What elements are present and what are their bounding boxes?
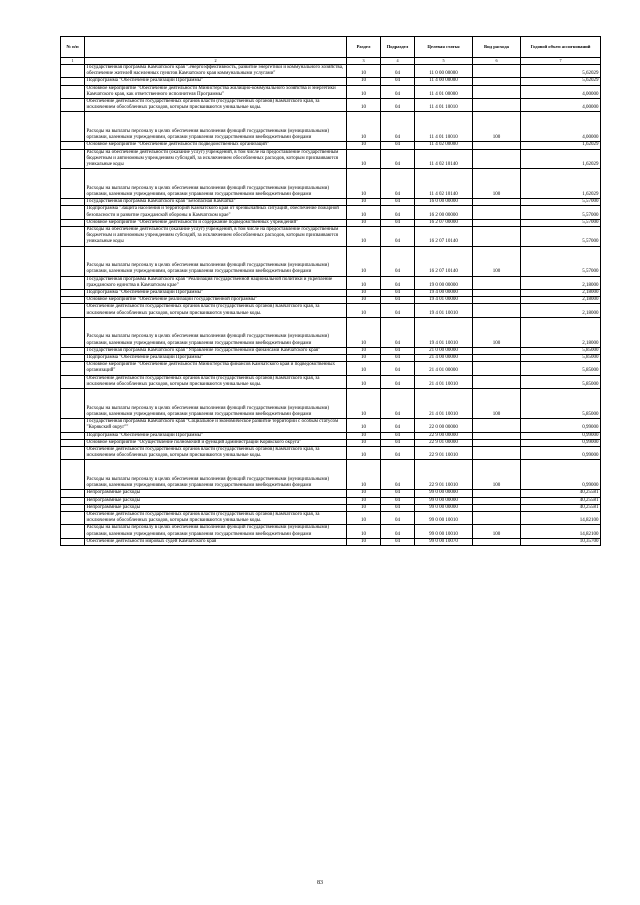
cell-sum: 5,85000 (521, 362, 601, 375)
cell-vr: 100 (473, 389, 521, 419)
header-podrazdel: Подраздел (381, 37, 415, 58)
cell-num (61, 206, 85, 219)
cell-num (61, 85, 85, 98)
table-row (61, 375, 601, 388)
cell-csr: 99 0 00 10010 (415, 525, 473, 538)
cell-num (61, 439, 85, 446)
cell-num (61, 142, 85, 149)
table-row (61, 432, 601, 439)
cell-sum: 2,18000 (521, 304, 601, 317)
cell-num (61, 297, 85, 304)
table-row (61, 112, 601, 142)
cell-num (61, 169, 85, 199)
cell-num (61, 375, 85, 388)
cell-name: Обеспечение деятельности государственных органов власти (государственных органов) Камчатского края, за исключением обособленных расходов, которым присваиваются уникальные коды. (85, 375, 347, 388)
cell-vr (473, 149, 521, 169)
cell-csr: 22 0 00 00000 (415, 419, 473, 432)
cell-razdel: 10 (347, 538, 381, 545)
cell-razdel: 10 (347, 276, 381, 289)
cell-csr: 19 4 01 10010 (415, 304, 473, 317)
cell-num (61, 511, 85, 524)
cell-razdel: 10 (347, 525, 381, 538)
cell-podrazdel: 04 (381, 538, 415, 545)
cell-vr: 100 (473, 246, 521, 276)
cell-num (61, 276, 85, 289)
cell-razdel: 10 (347, 460, 381, 490)
col-number: 4 (381, 58, 415, 65)
cell-csr: 99 0 00 10010 (415, 511, 473, 524)
table-row (61, 419, 601, 432)
cell-num (61, 246, 85, 276)
cell-podrazdel: 04 (381, 317, 415, 347)
cell-podrazdel: 04 (381, 65, 415, 78)
cell-num (61, 490, 85, 497)
cell-name: Расходы на выплаты персоналу в целях обеспечения выполнения функций государственными (муниципальными) органами, казенными учреждениями, органами управления государственными внебюджетными фондами (85, 169, 347, 199)
cell-num (61, 432, 85, 439)
cell-podrazdel: 04 (381, 227, 415, 247)
cell-vr (473, 419, 521, 432)
header-sum: Годовой объем ассигнований (521, 37, 601, 58)
cell-csr: 21 0 00 00000 (415, 347, 473, 354)
cell-sum: 5,85000 (521, 355, 601, 362)
cell-name: Основное мероприятие "Обеспечение деятельности и содержание подведомственных учреждений" (85, 219, 347, 226)
cell-vr (473, 206, 521, 219)
table-row (61, 504, 601, 511)
cell-name: Непрограммные расходы (85, 490, 347, 497)
cell-vr (473, 199, 521, 206)
cell-csr: 19 0 00 00000 (415, 276, 473, 289)
cell-razdel: 10 (347, 497, 381, 504)
cell-num (61, 199, 85, 206)
table-row (61, 439, 601, 446)
table-row (61, 246, 601, 276)
cell-razdel: 10 (347, 439, 381, 446)
cell-vr (473, 375, 521, 388)
header-num: № п/п (61, 37, 85, 58)
cell-vr (473, 497, 521, 504)
cell-csr: 21 4 00 00000 (415, 355, 473, 362)
table-row (61, 206, 601, 219)
cell-num (61, 446, 85, 459)
cell-podrazdel: 04 (381, 246, 415, 276)
cell-name: Расходы на выплаты персоналу в целях обеспечения выполнения функций государственными (муниципальными) органами, казенными учреждениями, органами управления государственными внебюджетными фондами (85, 389, 347, 419)
cell-name: Основное мероприятие "Обеспечение реализации государственной программы" (85, 297, 347, 304)
cell-name: Расходы на выплаты персоналу в целях обеспечения выполнения функций государственными (муниципальными) органами, казенными учреждениями, органами управления государственными внебюджетными фондами (85, 317, 347, 347)
cell-num (61, 227, 85, 247)
cell-razdel: 10 (347, 219, 381, 226)
cell-csr: 11 4 01 00000 (415, 85, 473, 98)
cell-podrazdel: 04 (381, 389, 415, 419)
cell-name: Обеспечение деятельности государственных органов власти (государственных органов) Камчатского края, за исключением обособленных расходов, которым присваиваются уникальные коды. (85, 304, 347, 317)
cell-podrazdel: 04 (381, 446, 415, 459)
cell-num (61, 149, 85, 169)
budget-table (60, 36, 601, 546)
cell-name: Основное мероприятие "Обеспечение деятельности подведомственных организаций" (85, 142, 347, 149)
cell-sum: 5,85000 (521, 389, 601, 419)
cell-podrazdel: 04 (381, 525, 415, 538)
cell-csr: 16 2 00 00000 (415, 206, 473, 219)
cell-name: Подпрограмма "Защита населения и территорий Камчатского края от чрезвычайных ситуаций, обеспечение пожарной безопасности и развитие гражданской обороны в Камчатском крае" (85, 206, 347, 219)
cell-csr: 19 4 01 00000 (415, 297, 473, 304)
cell-podrazdel: 04 (381, 199, 415, 206)
cell-csr: 11 4 01 10010 (415, 99, 473, 112)
header-vr: Вид расхода (473, 37, 521, 58)
cell-podrazdel: 04 (381, 355, 415, 362)
cell-podrazdel: 04 (381, 347, 415, 354)
cell-csr: 11 4 00 00000 (415, 78, 473, 85)
cell-podrazdel: 04 (381, 304, 415, 317)
cell-podrazdel: 04 (381, 142, 415, 149)
cell-name: Государственная программа Камчатского края "Социальное и экономическое развитие территории с особым статусом "Корякский округ"" (85, 419, 347, 432)
cell-name: Расходы на обеспечение деятельности (оказание услуг) учреждений, в том числе на предоставление государственным бюджетным и автономным учреждениям субсидий, за исключением обособленных расходов, которым присваиваются уникальные коды (85, 227, 347, 247)
cell-csr: 99 0 00 00000 (415, 497, 473, 504)
cell-razdel: 10 (347, 347, 381, 354)
col-number: 3 (347, 58, 381, 65)
cell-num (61, 419, 85, 432)
cell-vr: 100 (473, 525, 521, 538)
cell-num (61, 525, 85, 538)
cell-vr (473, 538, 521, 545)
cell-name: Расходы на обеспечение деятельности (оказание услуг) учреждений, в том числе на предоставление государственным бюджетным и автономным учреждениям субсидий, за исключением обособленных расходов, которым присваиваются уникальные коды (85, 149, 347, 169)
cell-csr: 19 4 00 00000 (415, 290, 473, 297)
cell-name: Расходы на выплаты персоналу в целях обеспечения выполнения функций государственными (муниципальными) органами, казенными учреждениями, органами управления государственными внебюджетными фондами (85, 246, 347, 276)
cell-csr: 11 4 02 10140 (415, 149, 473, 169)
cell-num (61, 504, 85, 511)
cell-num (61, 355, 85, 362)
cell-razdel: 10 (347, 169, 381, 199)
cell-vr (473, 219, 521, 226)
cell-razdel: 10 (347, 389, 381, 419)
cell-sum: 1,62029 (521, 142, 601, 149)
table-row (61, 460, 601, 490)
cell-podrazdel: 04 (381, 460, 415, 490)
table-body (61, 65, 601, 546)
cell-csr: 11 4 02 00000 (415, 142, 473, 149)
cell-name: Подпрограмма "Обеспечение реализации Программы" (85, 290, 347, 297)
cell-sum: 5,62029 (521, 65, 601, 78)
table-row (61, 142, 601, 149)
cell-name: Обеспечение деятельности государственных органов власти (государственных органов) Камчатского края, за исключением обособленных расходов, которым присваиваются уникальные коды. (85, 446, 347, 459)
cell-vr (473, 511, 521, 524)
cell-razdel: 10 (347, 355, 381, 362)
cell-razdel: 10 (347, 199, 381, 206)
cell-csr: 22 9 01 10010 (415, 446, 473, 459)
cell-sum: 5,57000 (521, 219, 601, 226)
table-row (61, 276, 601, 289)
document-page (60, 36, 600, 546)
cell-csr: 99 0 00 10070 (415, 538, 473, 545)
cell-csr: 16 0 00 00000 (415, 199, 473, 206)
cell-sum: 40,25581 (521, 490, 601, 497)
cell-name: Обеспечение деятельности мировых судей Камчатского края (85, 538, 347, 545)
cell-sum: 2,18000 (521, 317, 601, 347)
col-number: 1 (61, 58, 85, 65)
table-row (61, 355, 601, 362)
cell-razdel: 10 (347, 511, 381, 524)
cell-vr (473, 227, 521, 247)
table-row (61, 227, 601, 247)
cell-podrazdel: 04 (381, 290, 415, 297)
cell-num (61, 460, 85, 490)
cell-razdel: 10 (347, 446, 381, 459)
cell-num (61, 538, 85, 545)
cell-sum: 5,57000 (521, 246, 601, 276)
cell-vr (473, 99, 521, 112)
table-row (61, 389, 601, 419)
cell-vr (473, 290, 521, 297)
table-row (61, 304, 601, 317)
cell-vr (473, 355, 521, 362)
cell-name: Государственная программа Камчатского края "Управление государственными финансами Камчатского края" (85, 347, 347, 354)
cell-sum: 0,99000 (521, 460, 601, 490)
cell-razdel: 10 (347, 246, 381, 276)
cell-razdel: 10 (347, 304, 381, 317)
cell-razdel: 10 (347, 142, 381, 149)
cell-vr: 100 (473, 317, 521, 347)
cell-vr (473, 142, 521, 149)
cell-sum: 5,85000 (521, 375, 601, 388)
cell-sum: 2,18000 (521, 290, 601, 297)
page-number: 83 (317, 880, 323, 886)
cell-podrazdel: 04 (381, 112, 415, 142)
cell-sum: 14,82100 (521, 511, 601, 524)
cell-razdel: 10 (347, 78, 381, 85)
cell-sum: 14,82100 (521, 525, 601, 538)
table-row (61, 199, 601, 206)
cell-num (61, 219, 85, 226)
table-row (61, 538, 601, 545)
table-row (61, 99, 601, 112)
cell-name: Подпрограмма "Обеспечение реализации Программы" (85, 355, 347, 362)
cell-razdel: 10 (347, 99, 381, 112)
table-header-row (61, 37, 601, 58)
cell-vr (473, 504, 521, 511)
cell-name: Непрограммные расходы (85, 497, 347, 504)
table-row (61, 511, 601, 524)
cell-razdel: 10 (347, 375, 381, 388)
cell-podrazdel: 04 (381, 362, 415, 375)
col-number: 7 (521, 58, 601, 65)
cell-num (61, 290, 85, 297)
cell-podrazdel: 04 (381, 78, 415, 85)
cell-name: Подпрограмма "Обеспечение реализации Программы" (85, 78, 347, 85)
cell-csr: 16 2 07 10140 (415, 227, 473, 247)
cell-podrazdel: 04 (381, 419, 415, 432)
cell-csr: 11 4 02 10140 (415, 169, 473, 199)
header-razdel: Раздел (347, 37, 381, 58)
cell-podrazdel: 04 (381, 149, 415, 169)
cell-sum: 40,25581 (521, 497, 601, 504)
cell-csr: 99 0 00 00000 (415, 490, 473, 497)
cell-csr: 11 0 00 00000 (415, 65, 473, 78)
col-number: 2 (85, 58, 347, 65)
cell-num (61, 65, 85, 78)
cell-sum: 2,18000 (521, 276, 601, 289)
cell-name: Расходы на выплаты персоналу в целях обеспечения выполнения функций государственными (муниципальными) органами, казенными учреждениями, органами управления государственными внебюджетными фондами (85, 525, 347, 538)
table-row (61, 85, 601, 98)
table-row (61, 78, 601, 85)
cell-name: Обеспечение деятельности государственных органов власти (государственных органов) Камчатского края, за исключением обособленных расходов, которым присваиваются уникальные коды. (85, 511, 347, 524)
cell-sum: 4,00000 (521, 99, 601, 112)
cell-podrazdel: 04 (381, 511, 415, 524)
cell-csr: 21 4 01 10010 (415, 389, 473, 419)
header-csr: Целевая статья (415, 37, 473, 58)
cell-vr (473, 446, 521, 459)
cell-razdel: 10 (347, 419, 381, 432)
cell-vr: 100 (473, 460, 521, 490)
cell-name: Расходы на выплаты персоналу в целях обеспечения выполнения функций государственными (муниципальными) органами, казенными учреждениями, органами управления государственными внебюджетными фондами (85, 460, 347, 490)
cell-name: Непрограммные расходы (85, 504, 347, 511)
cell-name: Обеспечение деятельности государственных органов власти (государственных органов) Камчатского края, за исключением обособленных расходов, которым присваиваются уникальные коды. (85, 99, 347, 112)
cell-num (61, 99, 85, 112)
cell-podrazdel: 04 (381, 99, 415, 112)
cell-vr (473, 347, 521, 354)
cell-csr: 22 9 00 00000 (415, 432, 473, 439)
cell-csr: 22 9 01 10010 (415, 460, 473, 490)
table-row (61, 317, 601, 347)
cell-razdel: 10 (347, 85, 381, 98)
cell-name: Основное мероприятие "Обеспечение деятельности Министерства жилищно-коммунального хозяйства и энергетики Камчатского края, как ответственного исполнителя Программы" (85, 85, 347, 98)
cell-vr (473, 304, 521, 317)
cell-num (61, 112, 85, 142)
cell-sum: 0,99000 (521, 439, 601, 446)
cell-vr (473, 490, 521, 497)
cell-razdel: 10 (347, 149, 381, 169)
cell-sum: 0,99000 (521, 446, 601, 459)
cell-sum: 4,00000 (521, 112, 601, 142)
cell-vr (473, 65, 521, 78)
cell-num (61, 304, 85, 317)
cell-num (61, 347, 85, 354)
table-row (61, 169, 601, 199)
cell-csr: 16 2 07 00000 (415, 219, 473, 226)
cell-razdel: 10 (347, 290, 381, 297)
cell-razdel: 10 (347, 432, 381, 439)
cell-name: Государственная программа Камчатского края "Безопасная Камчатка" (85, 199, 347, 206)
cell-podrazdel: 04 (381, 490, 415, 497)
cell-sum: 5,62029 (521, 78, 601, 85)
cell-podrazdel: 04 (381, 206, 415, 219)
cell-sum: 1,62029 (521, 169, 601, 199)
cell-podrazdel: 04 (381, 504, 415, 511)
cell-razdel: 10 (347, 504, 381, 511)
cell-razdel: 10 (347, 112, 381, 142)
cell-vr (473, 439, 521, 446)
cell-vr: 100 (473, 169, 521, 199)
cell-csr: 19 4 01 10010 (415, 317, 473, 347)
cell-sum: 0,99000 (521, 419, 601, 432)
table-row (61, 497, 601, 504)
cell-num (61, 389, 85, 419)
table-row (61, 347, 601, 354)
table-row (61, 149, 601, 169)
cell-sum: 4,00000 (521, 85, 601, 98)
cell-num (61, 362, 85, 375)
cell-num (61, 78, 85, 85)
cell-sum: 5,57000 (521, 227, 601, 247)
cell-podrazdel: 04 (381, 375, 415, 388)
cell-razdel: 10 (347, 227, 381, 247)
cell-sum: 10,35700 (521, 538, 601, 545)
col-number: 5 (415, 58, 473, 65)
cell-name: Государственная программа Камчатского края "Реализация государственной национальной политики и укрепление гражданского единства в Камчатском крае" (85, 276, 347, 289)
cell-name: Основное мероприятие "Осуществление полномочий и функций администрации Корякского округа" (85, 439, 347, 446)
cell-num (61, 497, 85, 504)
cell-sum: 1,62029 (521, 149, 601, 169)
cell-vr (473, 85, 521, 98)
cell-podrazdel: 04 (381, 432, 415, 439)
table-row (61, 490, 601, 497)
cell-name: Основное мероприятие "Обеспечение деятельности Министерства финансов Камчатского края и подведомственных организаций" (85, 362, 347, 375)
column-number-row (61, 58, 601, 65)
cell-csr: 99 0 00 00000 (415, 504, 473, 511)
cell-podrazdel: 04 (381, 439, 415, 446)
cell-vr: 100 (473, 112, 521, 142)
cell-csr: 22 9 01 00000 (415, 439, 473, 446)
table-row (61, 65, 601, 78)
cell-sum: 5,57000 (521, 206, 601, 219)
cell-name: Государственная программа Камчатского края "Энергоэффективность, развитие энергетики и коммунального хозяйства, обеспечение жителей населенных пунктов Камчатского края коммунальными услугами" (85, 65, 347, 78)
cell-razdel: 10 (347, 206, 381, 219)
table-row (61, 290, 601, 297)
cell-csr: 21 4 01 10010 (415, 375, 473, 388)
cell-csr: 21 4 01 00000 (415, 362, 473, 375)
table-row (61, 297, 601, 304)
cell-vr (473, 276, 521, 289)
cell-razdel: 10 (347, 362, 381, 375)
table-row (61, 525, 601, 538)
cell-podrazdel: 04 (381, 85, 415, 98)
cell-podrazdel: 04 (381, 297, 415, 304)
cell-name: Расходы на выплаты персоналу в целях обеспечения выполнения функций государственными (муниципальными) органами, казенными учреждениями, органами управления государственными внебюджетными фондами (85, 112, 347, 142)
cell-podrazdel: 04 (381, 169, 415, 199)
cell-razdel: 10 (347, 297, 381, 304)
cell-sum: 2,18000 (521, 297, 601, 304)
cell-csr: 16 2 07 10140 (415, 246, 473, 276)
cell-podrazdel: 04 (381, 219, 415, 226)
cell-sum: 5,57000 (521, 199, 601, 206)
col-number: 6 (473, 58, 521, 65)
cell-razdel: 10 (347, 65, 381, 78)
cell-vr (473, 78, 521, 85)
cell-podrazdel: 04 (381, 276, 415, 289)
cell-vr (473, 297, 521, 304)
cell-vr (473, 362, 521, 375)
table-row (61, 219, 601, 226)
cell-sum: 0,99000 (521, 432, 601, 439)
cell-razdel: 10 (347, 490, 381, 497)
header-name (85, 37, 347, 58)
cell-csr: 11 4 01 10010 (415, 112, 473, 142)
table-row (61, 362, 601, 375)
cell-sum: 5,85000 (521, 347, 601, 354)
cell-sum: 40,25581 (521, 504, 601, 511)
table-row (61, 446, 601, 459)
cell-name: Подпрограмма "Обеспечение реализации Программы" (85, 432, 347, 439)
cell-podrazdel: 04 (381, 497, 415, 504)
cell-razdel: 10 (347, 317, 381, 347)
cell-num (61, 317, 85, 347)
cell-vr (473, 432, 521, 439)
